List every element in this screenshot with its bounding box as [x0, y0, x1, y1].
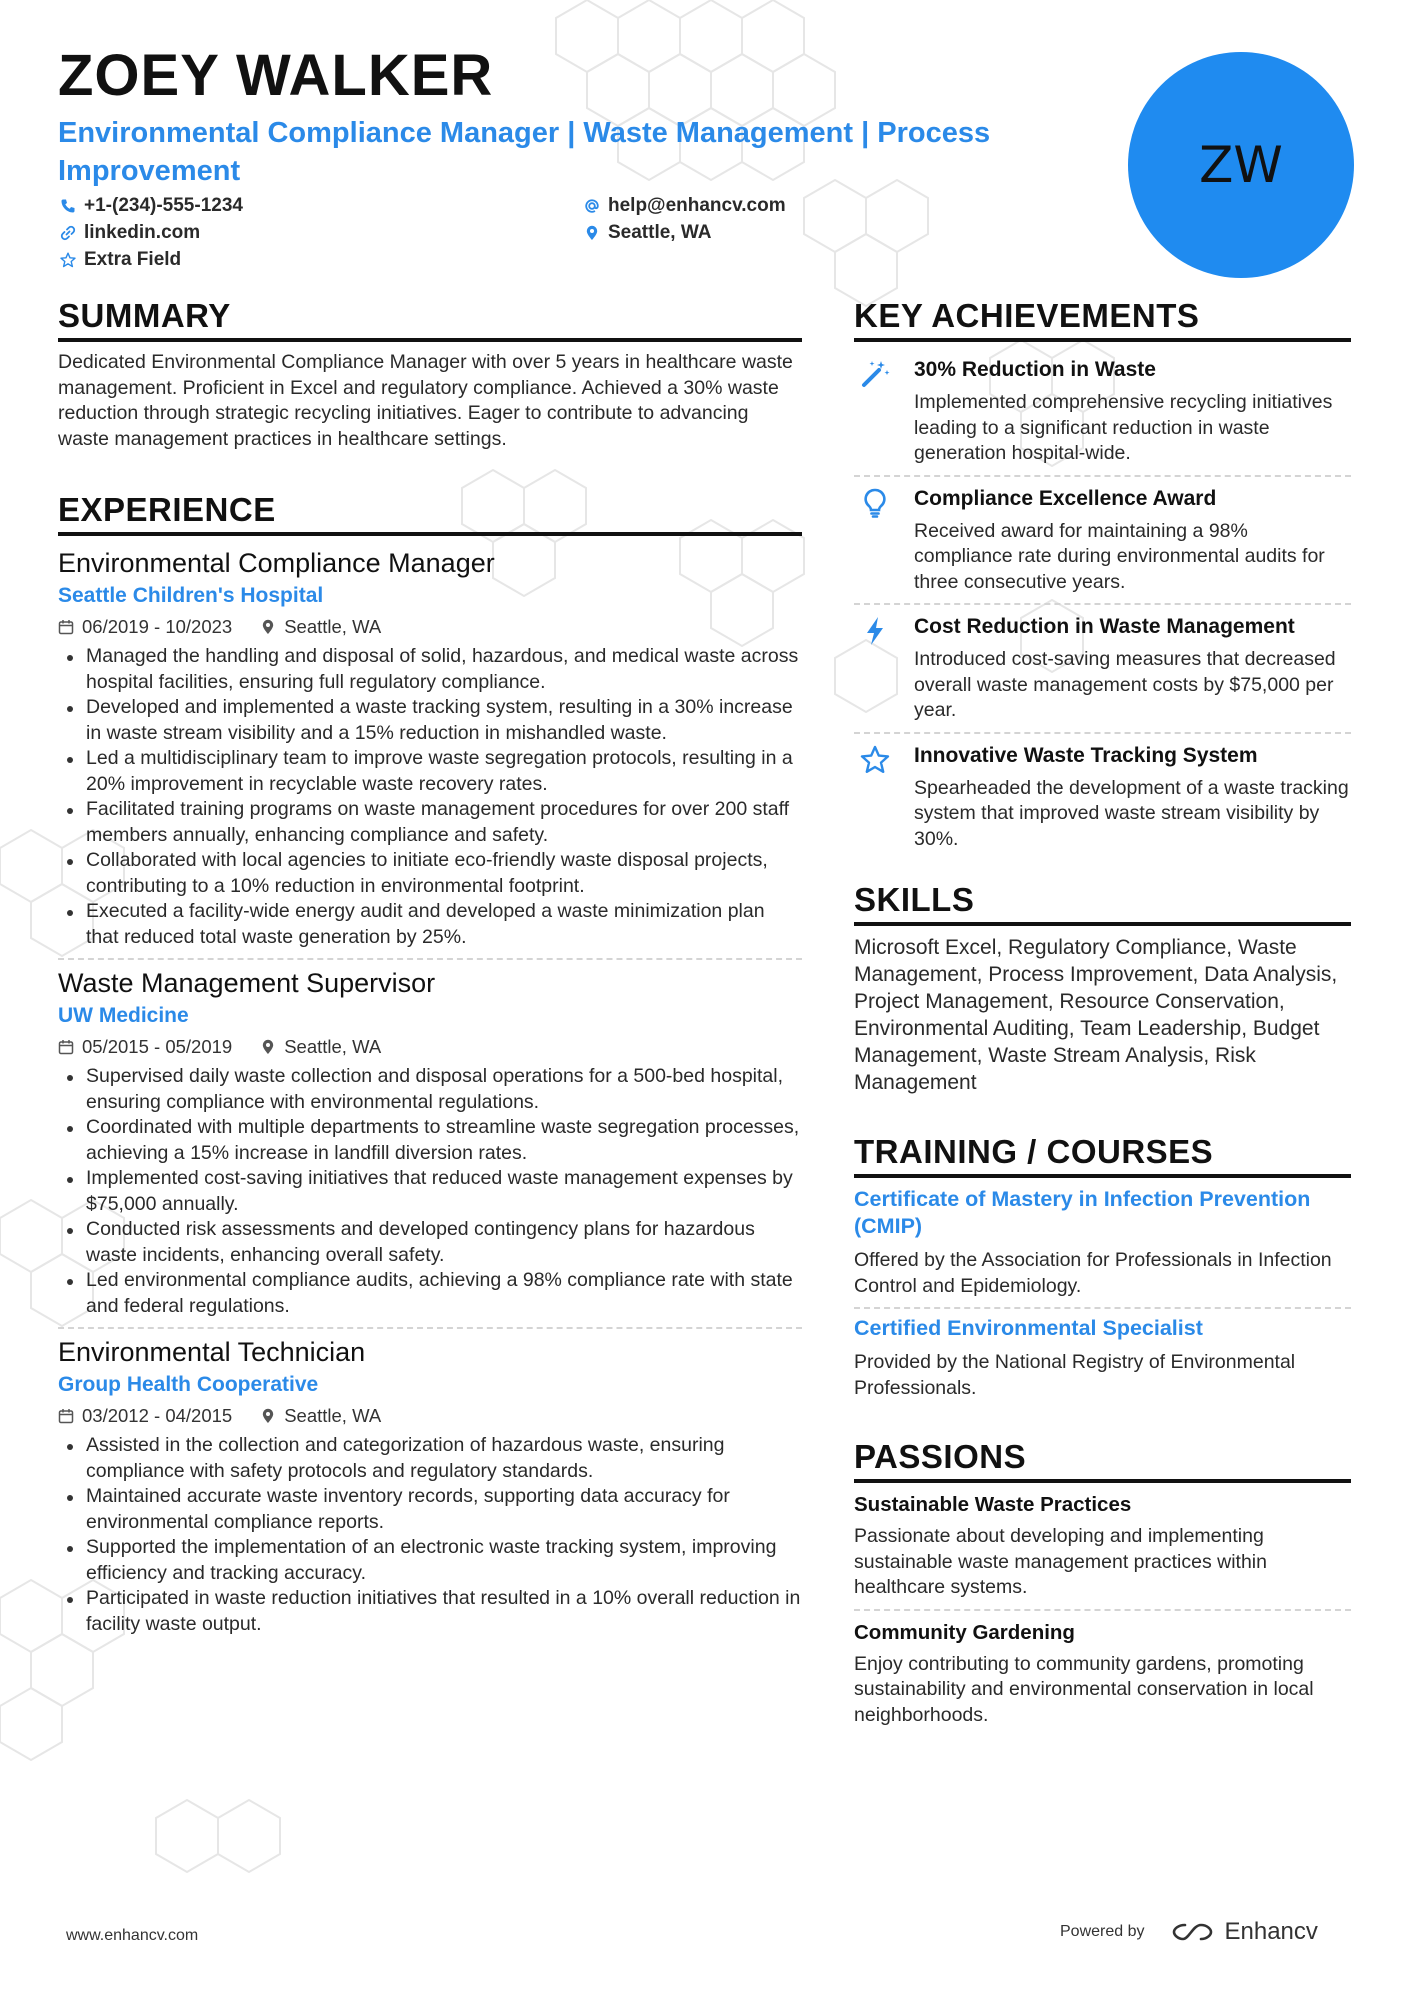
company-name: Group Health Cooperative	[58, 1373, 319, 1396]
bullet-item: Facilitated training programs on waste management procedures for over 200 staff members annually, enhancing compliance and safety.	[86, 797, 802, 848]
passion-item	[854, 1619, 1351, 1729]
email-contact[interactable]	[584, 195, 786, 217]
calendar-icon	[58, 1039, 74, 1055]
company-name: UW Medicine	[58, 1004, 189, 1027]
course-desc: Provided by the National Registry of Environmental Professionals.	[854, 1351, 1296, 1399]
lightning-icon	[859, 615, 891, 647]
achievement-title: Compliance Excellence Award	[914, 486, 1217, 510]
passion-item	[854, 1491, 1351, 1601]
job-entry	[58, 546, 802, 950]
bullet-item: Managed the handling and disposal of solid, hazardous, and medical waste across hospital facilities, ensuring full regulatory compliance.	[86, 644, 802, 695]
experience-heading: EXPERIENCE	[58, 490, 802, 536]
star-outline-icon	[60, 252, 76, 268]
job-dates	[58, 1034, 232, 1060]
divider	[854, 1307, 1351, 1309]
phone-text: +1-(234)-555-1234	[84, 195, 243, 216]
location-pin-icon	[260, 1039, 276, 1055]
email-text: help@enhancv.com	[608, 195, 786, 216]
job-dates-text: 06/2019 - 10/2023	[82, 616, 233, 637]
location-contact	[584, 222, 711, 244]
extra-field-contact	[60, 249, 181, 271]
achievement-item	[854, 350, 1351, 475]
magic-wand-icon	[859, 358, 891, 390]
passions-heading: PASSIONS	[854, 1437, 1351, 1483]
bullet-item: Participated in waste reduction initiatives that resulted in a 10% overall reduction in facility waste output.	[86, 1586, 802, 1637]
right-column	[854, 296, 1351, 1728]
course-item	[854, 1186, 1351, 1299]
job-location	[260, 1034, 381, 1060]
bullet-item: Maintained accurate waste inventory records, supporting data accuracy for environmental compliance reports.	[86, 1484, 802, 1535]
job-bullets	[58, 1433, 802, 1637]
powered-by-text: Powered by	[1060, 1923, 1145, 1940]
location-pin-icon	[260, 619, 276, 635]
location-text: Seattle, WA	[608, 222, 712, 243]
enhancv-logo-icon	[1171, 1921, 1217, 1943]
job-location-text: Seattle, WA	[284, 616, 382, 637]
lightbulb-icon	[859, 487, 891, 519]
achievement-item	[854, 736, 1351, 861]
achievement-title: Innovative Waste Tracking System	[914, 743, 1258, 767]
skills-text: Microsoft Excel, Regulatory Compliance, Waste Management, Process Improvement, Data Analysis, Project Management, Resource Conservation, Environmental Auditing, Team Leadership, Budget Management, Waste Stream Analysis, Risk Management	[854, 936, 1338, 1094]
linkedin-contact[interactable]	[60, 222, 200, 244]
bullet-item: Developed and implemented a waste tracking system, resulting in a 30% increase in waste stream visibility and a 15% reduction in mishandled waste.	[86, 695, 802, 746]
phone-contact[interactable]	[60, 195, 243, 217]
at-icon	[584, 198, 600, 214]
bullet-item: Coordinated with multiple departments to streamline waste segregation processes, achieving a 15% increase in landfill diversion rates.	[86, 1115, 802, 1166]
star-icon	[859, 744, 891, 776]
job-location-text: Seattle, WA	[284, 1036, 382, 1057]
achievement-title: 30% Reduction in Waste	[914, 358, 1156, 381]
divider	[58, 958, 802, 960]
achievement-item	[854, 479, 1351, 604]
divider	[854, 732, 1351, 734]
job-title: Waste Management Supervisor	[58, 968, 436, 998]
job-dates-text: 05/2015 - 05/2019	[82, 1036, 233, 1057]
job-location	[260, 614, 381, 640]
job-bullets	[58, 644, 802, 950]
job-dates	[58, 614, 232, 640]
passion-desc: Enjoy contributing to community gardens, promoting sustainability and environmental conservation in local neighborhoods.	[854, 1652, 1314, 1726]
brand-name: Enhancv	[1224, 1918, 1318, 1945]
bullet-item: Supported the implementation of an electronic waste tracking system, improving efficiency and tracking accuracy.	[86, 1535, 802, 1586]
training-heading: TRAINING / COURSES	[854, 1132, 1351, 1178]
footer-website[interactable]: www.enhancv.com	[66, 1927, 199, 1944]
achievement-desc: Implemented comprehensive recycling initiatives leading to a significant reduction in waste generation hospital-wide.	[914, 391, 1333, 464]
left-column	[58, 296, 802, 1637]
bullet-item: Led environmental compliance audits, achieving a 98% compliance rate with state and federal regulations.	[86, 1268, 802, 1319]
summary-heading: SUMMARY	[58, 296, 802, 342]
achievement-desc: Received award for maintaining a 98% compliance rate during environmental audits for three consecutive years.	[914, 519, 1325, 593]
achievement-item	[854, 607, 1351, 732]
job-meta	[58, 1403, 802, 1429]
course-title: Certified Environmental Specialist	[854, 1316, 1203, 1340]
divider	[58, 1327, 802, 1329]
location-pin-icon	[260, 1408, 276, 1424]
phone-icon	[60, 198, 76, 214]
candidate-name: ZOEY WALKER	[58, 43, 494, 108]
passion-title: Community Gardening	[854, 1620, 1075, 1644]
bullet-item: Executed a facility-wide energy audit and developed a waste minimization plan that reduced total waste generation by 25%.	[86, 899, 802, 950]
divider	[854, 603, 1351, 605]
bullet-item: Conducted risk assessments and developed contingency plans for hazardous waste incidents, enhancing overall safety.	[86, 1217, 802, 1268]
job-entry	[58, 966, 802, 1319]
course-item	[854, 1315, 1351, 1401]
key-achievements-heading: KEY ACHIEVEMENTS	[854, 296, 1351, 342]
job-title: Environmental Compliance Manager	[58, 548, 495, 578]
summary-text: Dedicated Environmental Compliance Manager with over 5 years in healthcare waste management. Proficient in Excel and regulatory compliance. Achieved a 30% waste reduction through strategic recycling initiatives. Eager to contribute to advancing waste management practices in healthcare settings.	[58, 351, 793, 450]
footer-branding	[1060, 1918, 1318, 1946]
skills-heading: SKILLS	[854, 880, 1351, 926]
passion-desc: Passionate about developing and implementing sustainable waste management practices within healthcare systems.	[854, 1525, 1267, 1598]
location-pin-icon	[584, 225, 600, 241]
job-bullets	[58, 1064, 802, 1319]
bullet-item: Implemented cost-saving initiatives that reduced waste management expenses by $75,000 annually.	[86, 1166, 802, 1217]
job-entry	[58, 1335, 802, 1637]
job-dates-text: 03/2012 - 04/2015	[82, 1405, 233, 1426]
company-name: Seattle Children's Hospital	[58, 584, 324, 607]
job-location	[260, 1403, 381, 1429]
divider	[854, 475, 1351, 477]
calendar-icon	[58, 1408, 74, 1424]
course-title: Certificate of Mastery in Infection Prevention (CMIP)	[854, 1187, 1311, 1238]
avatar: ZW	[1128, 52, 1354, 278]
achievement-title: Cost Reduction in Waste Management	[914, 615, 1295, 638]
achievement-desc: Introduced cost-saving measures that decreased overall waste management costs by $75,000 per year.	[914, 648, 1336, 721]
link-icon	[60, 225, 76, 241]
job-meta	[58, 614, 802, 640]
linkedin-text: linkedin.com	[84, 222, 201, 243]
job-location-text: Seattle, WA	[284, 1405, 382, 1426]
bullet-item: Assisted in the collection and categorization of hazardous waste, ensuring compliance with safety protocols and regulatory standards.	[86, 1433, 802, 1484]
passion-title: Sustainable Waste Practices	[854, 1493, 1132, 1516]
calendar-icon	[58, 619, 74, 635]
headline: Environmental Compliance Manager | Waste Management | Process Improvement	[58, 117, 991, 187]
bullet-item: Supervised daily waste collection and disposal operations for a 500-bed hospital, ensuring compliance with environmental regulations.	[86, 1064, 802, 1115]
bullet-item: Led a multidisciplinary team to improve waste segregation protocols, resulting in a 20% improvement in recyclable waste recovery rates.	[86, 746, 802, 797]
course-desc: Offered by the Association for Professionals in Infection Control and Epidemiology.	[854, 1249, 1332, 1297]
divider	[854, 1609, 1351, 1611]
enhancv-logo[interactable]	[1171, 1918, 1318, 1946]
bullet-item: Collaborated with local agencies to initiate eco-friendly waste disposal projects, contributing to a 10% reduction in environmental footprint.	[86, 848, 802, 899]
job-dates	[58, 1403, 232, 1429]
job-meta	[58, 1034, 802, 1060]
job-title: Environmental Technician	[58, 1337, 366, 1367]
achievement-desc: Spearheaded the development of a waste tracking system that improved waste stream visibility by 30%.	[914, 776, 1349, 850]
extra-field-text: Extra Field	[84, 249, 182, 270]
